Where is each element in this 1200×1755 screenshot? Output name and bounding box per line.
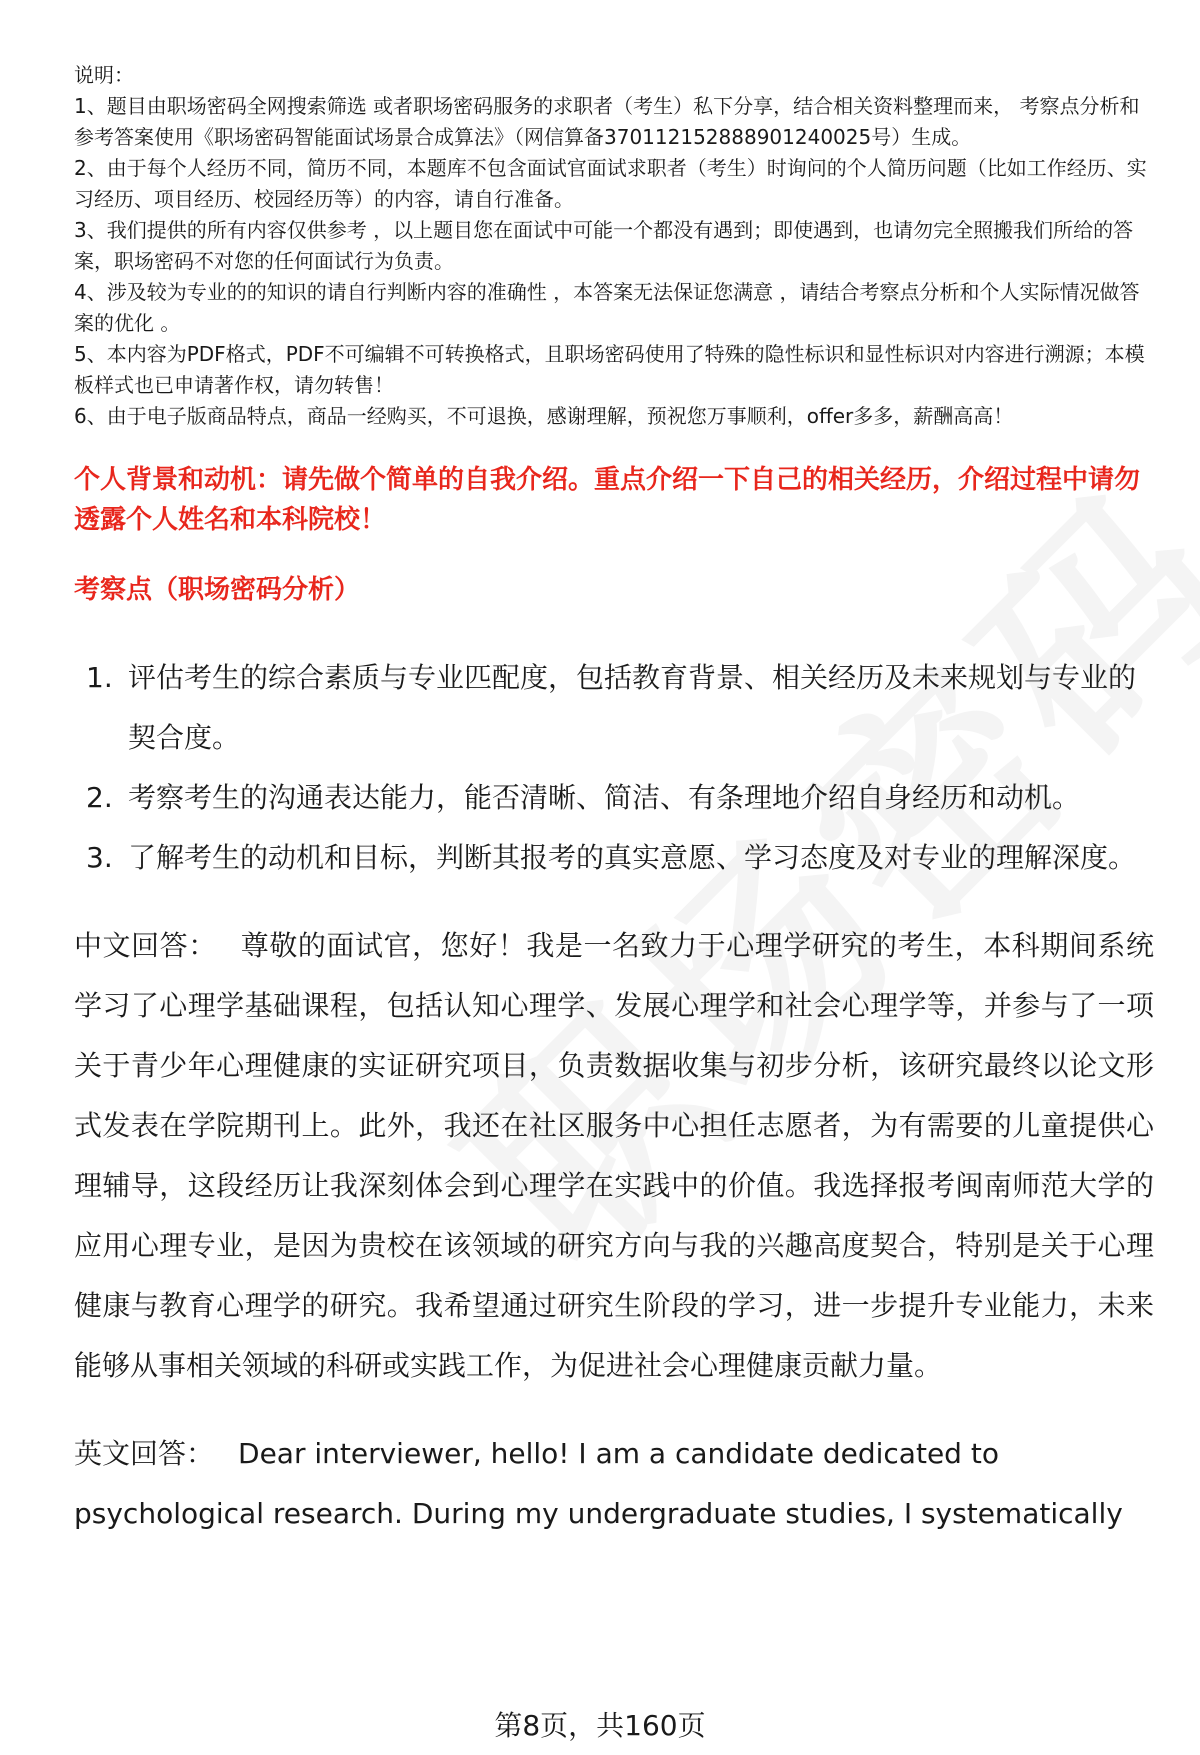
english-answer-text: Dear interviewer, hello! I am a candidate dedicated to psychological research. During my undergraduate studies, I systematically	[74, 1437, 1123, 1530]
list-number: 3.	[86, 841, 113, 874]
list-number: 2.	[86, 781, 113, 814]
notes-section	[74, 60, 1154, 432]
english-answer-label: 英文回答：	[74, 1437, 215, 1470]
note-item: 3、我们提供的所有内容仅供参考 ，以上题目您在面试中可能一个都没有遇到；即使遇到，也请勿完全照搬我们所给的答案，职场密码不对您的任何面试行为负责。	[74, 218, 1134, 273]
chinese-answer-label: 中文回答：	[74, 929, 217, 962]
analysis-points	[74, 648, 1154, 888]
list-text: 考察考生的沟通表达能力，能否清晰、简洁、有条理地介绍自身经历和动机。	[128, 781, 1081, 814]
chinese-answer-text: 尊敬的面试官，您好！我是一名致力于心理学研究的考生，本科期间系统学习了心理学基础课程，包括认知心理学、发展心理学和社会心理学等，并参与了一项关于青少年心理健康的实证研究项目，负责数据收集与初步分析，该研究最终以论文形式发表在学院期刊上。此外，我还在社区服务中心担任志愿者，为有需要的儿童提供心理辅导，这段经历让我深刻体会到心理学在实践中的价值。我选择报考闽南师范大学的应用心理专业，是因为贵校在该领域的研究方向与我的兴趣高度契合，特别是关于心理健康与教育心理学的研究。我希望通过研究生阶段的学习，进一步提升专业能力，未来能够从事相关领域的科研或实践工作，为促进社会心理健康贡献力量。	[74, 929, 1154, 1382]
list-item	[74, 768, 1154, 828]
list-text: 了解考生的动机和目标，判断其报考的真实意愿、学习态度及对专业的理解深度。	[128, 841, 1137, 874]
note-item: 4、涉及较为专业的的知识的请自行判断内容的准确性 ，本答案无法保证您满意 ，请结合考察点分析和个人实际情况做答案的优化 。	[74, 280, 1140, 335]
note-item: 5、本内容为PDF格式，PDF不可编辑不可转换格式，且职场密码使用了特殊的隐性标识和显性标识对内容进行溯源；本模板样式也已申请著作权，请勿转售！	[74, 342, 1145, 397]
page-footer: 第8页，共160页	[494, 1709, 706, 1742]
note-item: 2、由于每个人经历不同，简历不同，本题库不包含面试官面试求职者（考生）时询问的个人简历问题（比如工作经历、实习经历、项目经历、校园经历等）的内容，请自行准备。	[74, 156, 1147, 211]
document-page	[74, 60, 1154, 1544]
note-item: 6、由于电子版商品特点，商品一经购买，不可退换，感谢理解，预祝您万事顺利，offer多多，薪酬高高！	[74, 404, 1014, 428]
notes-title: 说明：	[74, 63, 134, 87]
list-number: 1.	[86, 661, 113, 694]
question-heading: 个人背景和动机：请先做个简单的自我介绍。重点介绍一下自己的相关经历，介绍过程中请勿透露个人姓名和本科院校！	[74, 465, 1141, 535]
note-item: 1、题目由职场密码全网搜索筛选 或者职场密码服务的求职者（考生）私下分享，结合相关资料整理而来， 考察点分析和参考答案使用《职场密码智能面试场景合成算法》（网信算备370112152888901240025号）生成。	[74, 94, 1140, 149]
english-answer	[74, 1424, 1154, 1544]
list-text: 评估考生的综合素质与专业匹配度，包括教育背景、相关经历及未来规划与专业的契合度。	[128, 661, 1137, 754]
list-item	[74, 648, 1154, 768]
list-item	[74, 828, 1154, 888]
analysis-title: 考察点（职场密码分析）	[74, 575, 361, 605]
chinese-answer	[74, 916, 1154, 1396]
